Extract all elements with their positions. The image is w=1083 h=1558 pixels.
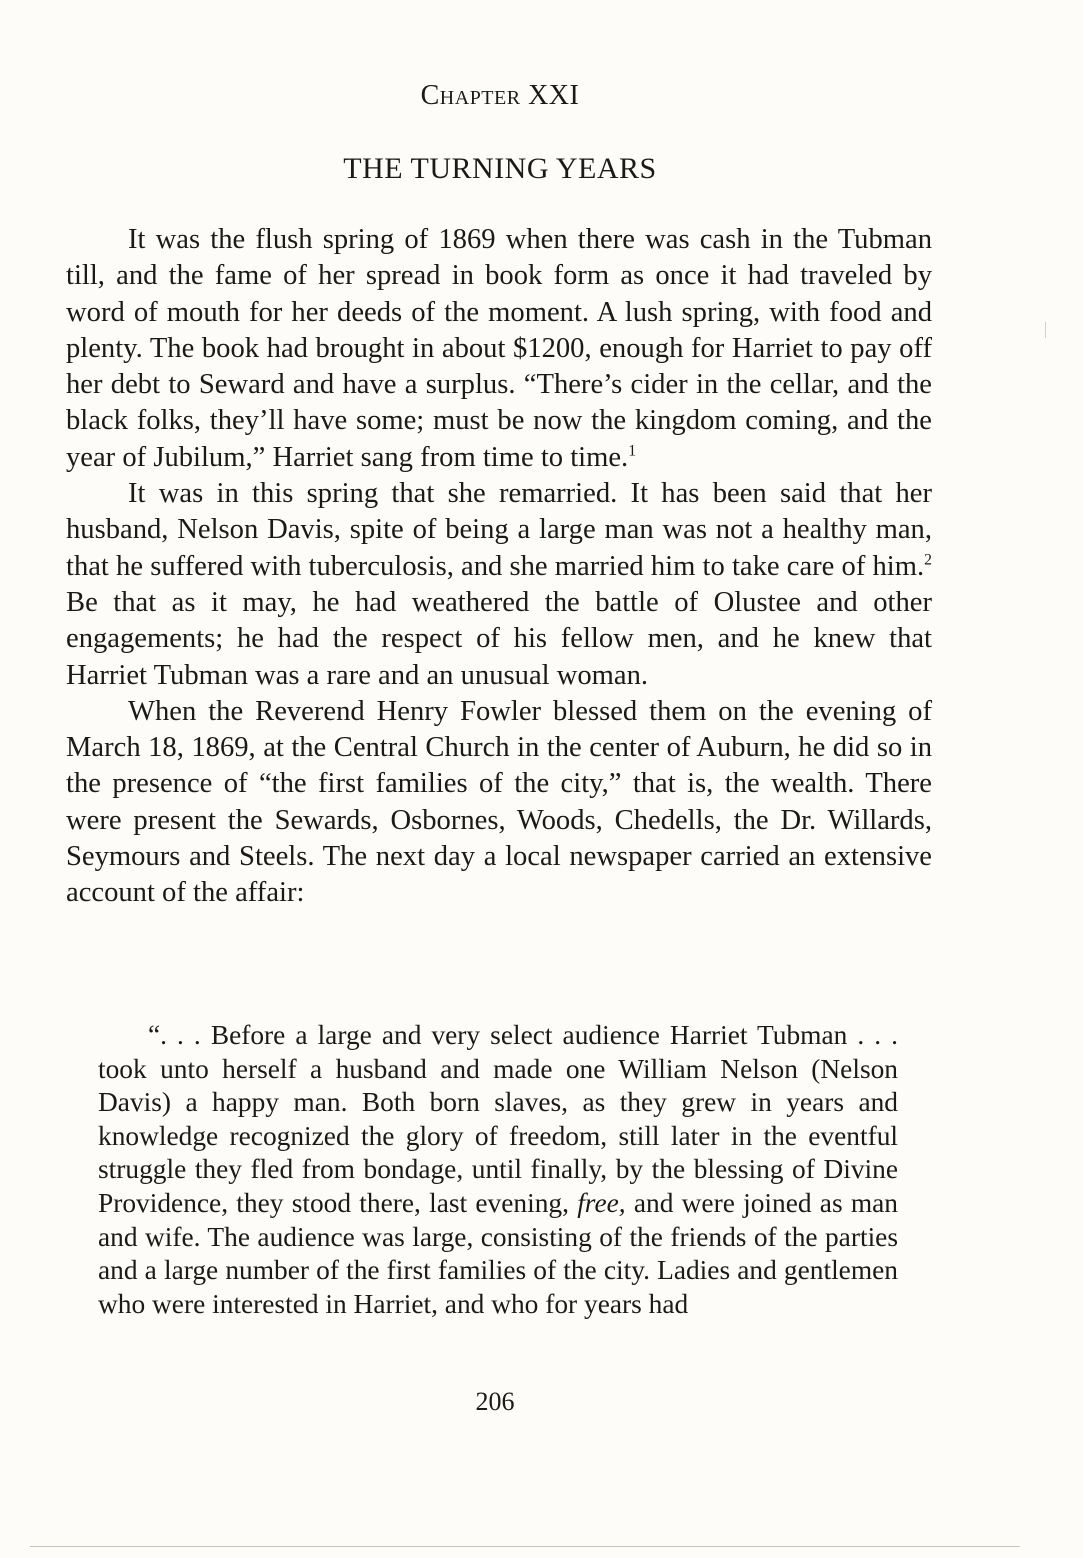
- quote-emphasis: free,: [577, 1187, 626, 1218]
- paragraph: [66, 222, 932, 476]
- quote-text: “. . . Before a large and very select audience Harriet Tubman . . . took unto herself a husband and made one William Nelson (Nelson Davis) a happy man. Both born slaves, as they grew in years and knowledge recognized the glory of freedom, still later in the eventful struggle they fled from bondage, until finally, by the blessing of Divine Providence, they stood there, last evening,: [98, 1020, 898, 1218]
- page-bottom-edge: [30, 1546, 1020, 1547]
- quote-text: and were joined as man and wife. The audience was large, consisting of the friends of the parties and a large number of the first families of the city. Ladies and gentlemen who were interested in Harriet, and who for years had: [98, 1187, 898, 1319]
- paragraph-text: It was in this spring that she remarried. It has been said that her husband, Nelson Davis, spite of being a large man was not a healthy man, that he suffered with tuberculosis, and she married him to take care of him.: [66, 478, 932, 582]
- page-number: 206: [475, 1387, 515, 1416]
- margin-mark: [1045, 322, 1046, 338]
- quote-paragraph: [98, 1019, 898, 1321]
- footnote-marker: 2: [924, 551, 932, 569]
- paragraph-text: It was the flush spring of 1869 when there was cash in the Tubman till, and the fame of her spread in book form as once it had traveled by word of mouth for her deeds of the moment. A lush spring, with food and plenty. The book had brought in about $1200, enough for Harriet to pay off her debt to Seward and have a surplus. “There’s cider in the cellar, and the black folks, they’ll have some; must be now the kingdom coming, and the year of Jubilum,” Harriet sang from time to time.: [66, 224, 932, 473]
- paragraph-text: When the Reverend Henry Fowler blessed them on the evening of March 18, 1869, at the Central Church in the center of Auburn, he did so in the presence of “the first families of the city,” that is, the wealth. There were present the Sewards, Osbornes, Woods, Chedells, the Dr. Willards, Seymours and Steels. The next day a local newspaper carried an extensive account of the affair:: [66, 695, 932, 909]
- chapter-title: THE TURNING YEARS: [343, 152, 657, 185]
- paragraph: [66, 694, 932, 912]
- paragraph-text: Be that as it may, he had weathered the battle of Olustee and other engagements; he had the respect of his fellow men, and he knew that Harriet Tubman was a rare and an unusual woman.: [66, 586, 932, 691]
- chapter-heading: Chapter XXI: [420, 80, 580, 111]
- footnote-marker: 1: [628, 442, 637, 460]
- block-quote: [98, 1019, 898, 1321]
- paragraph: [66, 476, 932, 694]
- body-text: [66, 222, 932, 912]
